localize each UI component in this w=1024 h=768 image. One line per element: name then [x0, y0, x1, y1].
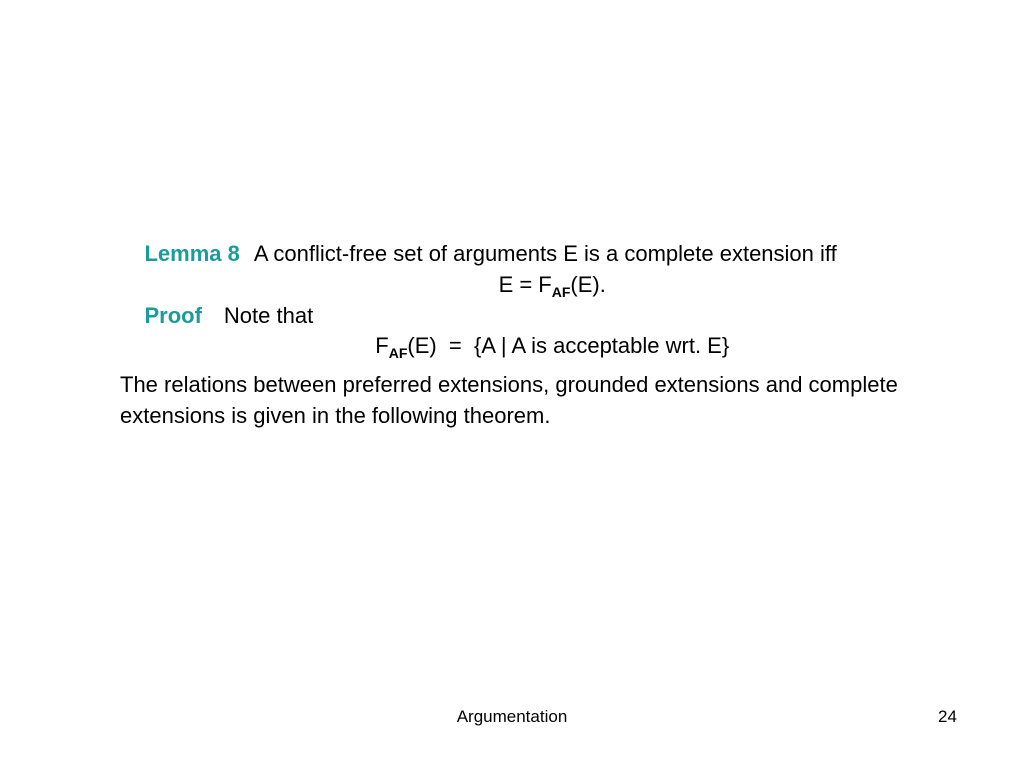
lemma-text: A conflict-free set of arguments E is a complete extension iff	[253, 241, 837, 266]
proof-text: Note that	[223, 303, 314, 328]
body-paragraph: The relations between preferred extensions, grounded extensions and complete extensions is given in the following theorem.	[120, 372, 898, 428]
equation1-prefix: E = F	[498, 272, 552, 297]
equation2-prefix: F	[375, 333, 389, 358]
equation2-suffix: (E) = {A | A is acceptable wrt. E}	[407, 333, 730, 358]
footer-title: Argumentation	[456, 707, 568, 726]
proof-label: Proof	[144, 303, 202, 328]
equation1-suffix: (E).	[570, 272, 606, 297]
page-number: 24	[938, 707, 957, 726]
equation1-subscript: AF	[551, 284, 571, 300]
equation2-subscript: AF	[388, 345, 408, 361]
lemma-label: Lemma 8	[144, 241, 240, 266]
